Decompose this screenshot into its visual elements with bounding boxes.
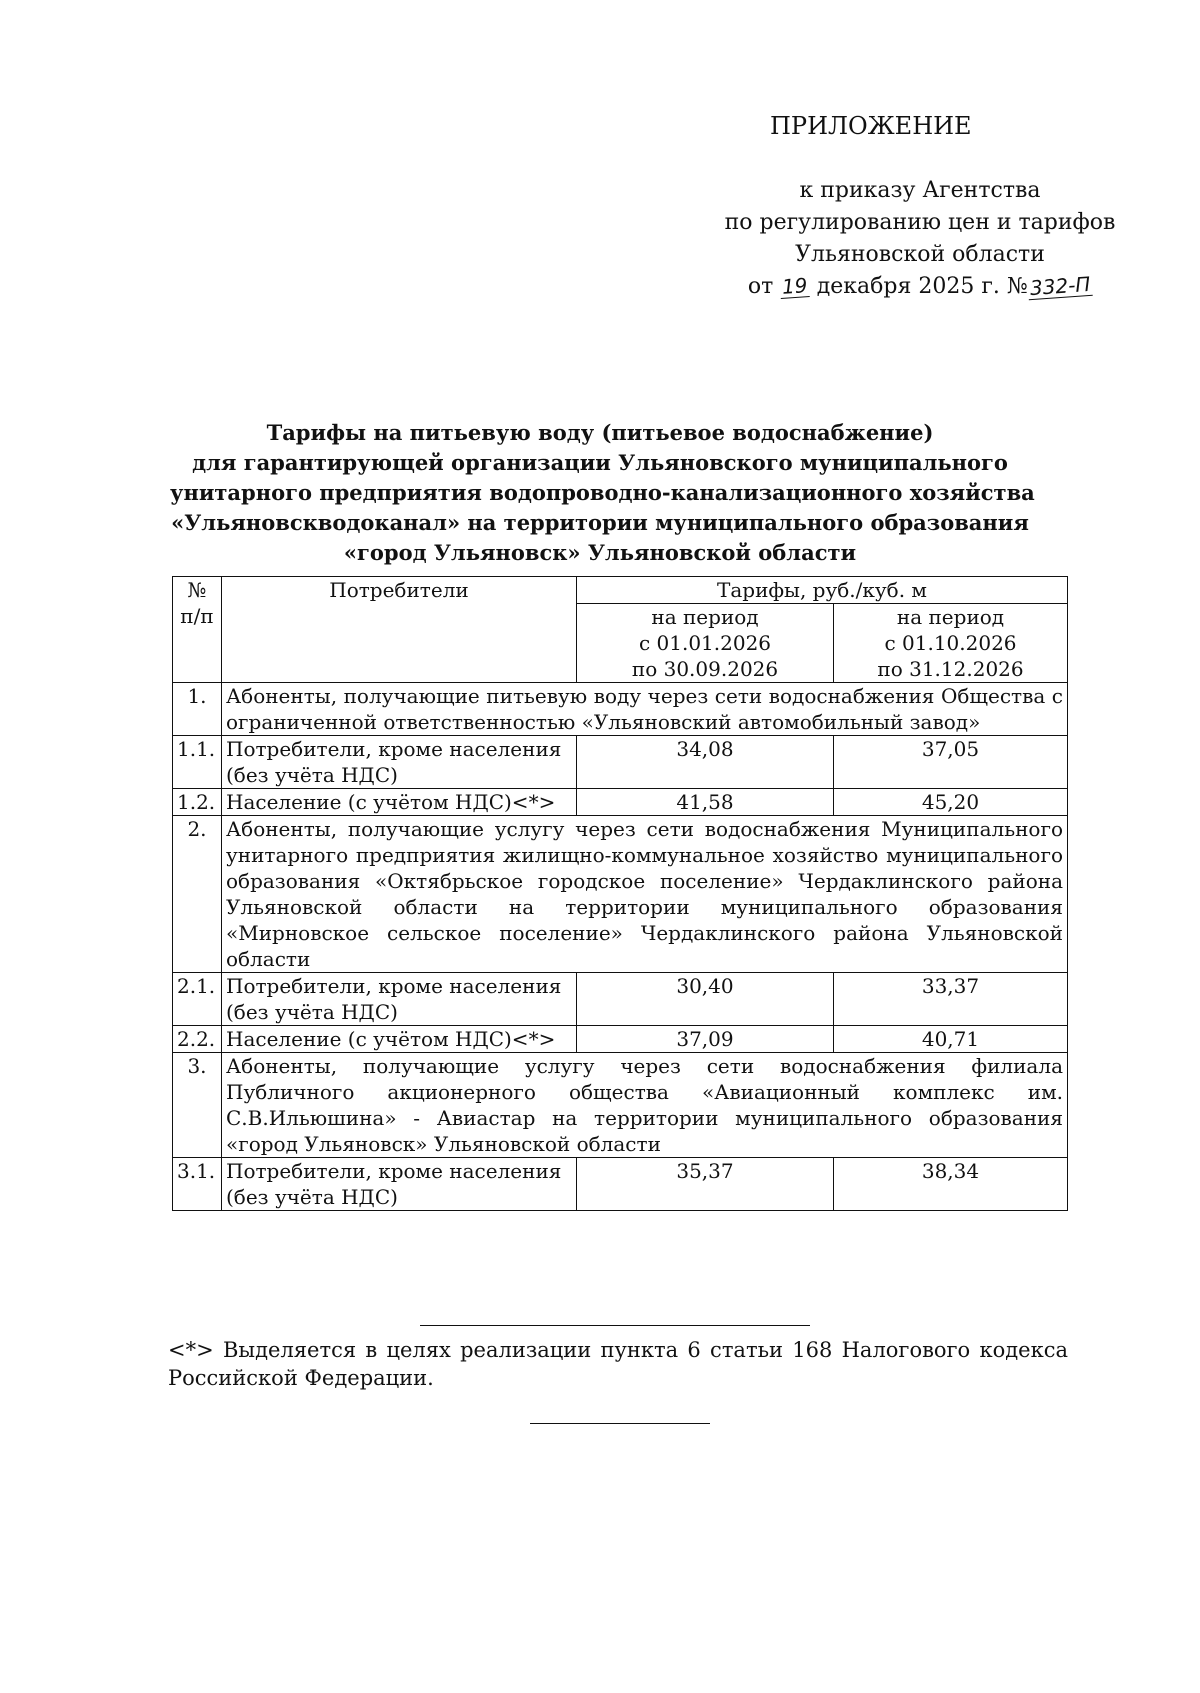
period-2-line2: с 01.10.2026: [884, 631, 1017, 655]
header-period-1: [577, 604, 834, 683]
row-consumer: Потребители, кроме населения (без учёта НДС): [222, 736, 577, 789]
group-number: 3.: [173, 1053, 222, 1158]
group-row: [173, 1053, 1068, 1158]
table-row: [173, 736, 1068, 789]
appendix-heading: ПРИЛОЖЕНИЕ: [770, 112, 972, 140]
row-tariff-period-2: 38,34: [834, 1158, 1068, 1211]
row-consumer: Население (с учётом НДС)<*>: [222, 789, 577, 816]
title-line1: Тарифы на питьевую воду (питьевое водоснабжение): [266, 420, 934, 445]
order-reference-line1: к приказу Агентства: [799, 178, 1041, 203]
title-line5: «город Ульяновск» Ульяновской области: [343, 540, 857, 565]
row-tariff-period-2: 33,37: [834, 973, 1068, 1026]
row-tariff-period-1: 30,40: [577, 973, 834, 1026]
row-number: 3.1.: [173, 1158, 222, 1211]
group-description: Абоненты, получающие услугу через сети водоснабжения филиала Публичного акционерного общества «Авиационный комплекс им. С.В.Ильюшина» - Авиастар на территории муниципального образования «город Ульяновск» Ульяновской области: [222, 1053, 1068, 1158]
period-1-line1: на период: [651, 605, 759, 629]
row-number: 2.1.: [173, 973, 222, 1026]
title-line4: «Ульяновскводоканал» на территории муниципального образования: [171, 510, 1029, 535]
group-description: Абоненты, получающие услугу через сети водоснабжения Муниципального унитарного предприятия жилищно-коммунальное хозяйство муниципального образования «Октябрьское городское поселение» Чердаклинского района Ульяновской области на территории муниципального образования «Мирновское сельское поселение» Чердаклинского района Ульяновской области: [222, 816, 1068, 973]
date-rest: декабря 2025 г. №: [816, 274, 1028, 299]
group-row: [173, 683, 1068, 736]
header-consumers: Потребители: [222, 577, 577, 683]
row-tariff-period-1: 34,08: [577, 736, 834, 789]
row-consumer: Население (с учётом НДС)<*>: [222, 1026, 577, 1053]
order-date-line: [640, 271, 1200, 303]
group-row: [173, 816, 1068, 973]
order-reference-line2: по регулированию цен и тарифов: [724, 210, 1116, 235]
tariff-table: [172, 576, 1068, 1211]
row-number: 2.2.: [173, 1026, 222, 1053]
period-1-line3: по 30.09.2026: [631, 657, 779, 681]
handwritten-order-number: 332-П: [1028, 271, 1091, 301]
footnote-divider: [420, 1325, 810, 1326]
group-number: 2.: [173, 816, 222, 973]
period-2-line3: по 31.12.2026: [877, 657, 1024, 681]
row-tariff-period-1: 41,58: [577, 789, 834, 816]
row-tariff-period-2: 40,71: [834, 1026, 1068, 1053]
table-row: [173, 1158, 1068, 1211]
group-number: 1.: [173, 683, 222, 736]
table-row: [173, 789, 1068, 816]
period-1-line2: с 01.01.2026: [638, 631, 772, 655]
table-header-row: [173, 577, 1068, 604]
handwritten-day: 19: [781, 273, 809, 299]
order-reference-line3: Ульяновской области: [795, 242, 1045, 267]
period-2-line1: на период: [896, 605, 1005, 629]
footnote-text: <*> Выделяется в целях реализации пункта 6 статьи 168 Налогового кодекса Российской Федерации.: [168, 1338, 1068, 1390]
row-consumer: Потребители, кроме населения (без учёта НДС): [222, 973, 577, 1026]
row-tariff-period-2: 45,20: [834, 789, 1068, 816]
table-row: [173, 973, 1068, 1026]
header-period-2: [834, 604, 1068, 683]
title-line3: унитарного предприятия водопроводно-канализационного хозяйства: [170, 480, 1035, 505]
row-number: 1.1.: [173, 736, 222, 789]
document-title: [170, 418, 1035, 568]
title-line2: для гарантирующей организации Ульяновского муниципального: [192, 450, 1008, 475]
date-prefix: от: [747, 274, 774, 299]
row-tariff-period-1: 37,09: [577, 1026, 834, 1053]
row-number: 1.2.: [173, 789, 222, 816]
order-reference: [640, 175, 1200, 303]
row-tariff-period-1: 35,37: [577, 1158, 834, 1211]
end-divider: [530, 1423, 710, 1424]
group-description: Абоненты, получающие питьевую воду через сети водоснабжения Общества с ограниченной ответственностью «Ульяновский автомобильный завод»: [222, 683, 1068, 736]
table-row: [173, 1026, 1068, 1053]
row-tariff-period-2: 37,05: [834, 736, 1068, 789]
row-consumer: Потребители, кроме населения (без учёта НДС): [222, 1158, 577, 1211]
header-tariffs: Тарифы, руб./куб. м: [577, 577, 1068, 604]
header-number: № п/п: [173, 577, 222, 683]
